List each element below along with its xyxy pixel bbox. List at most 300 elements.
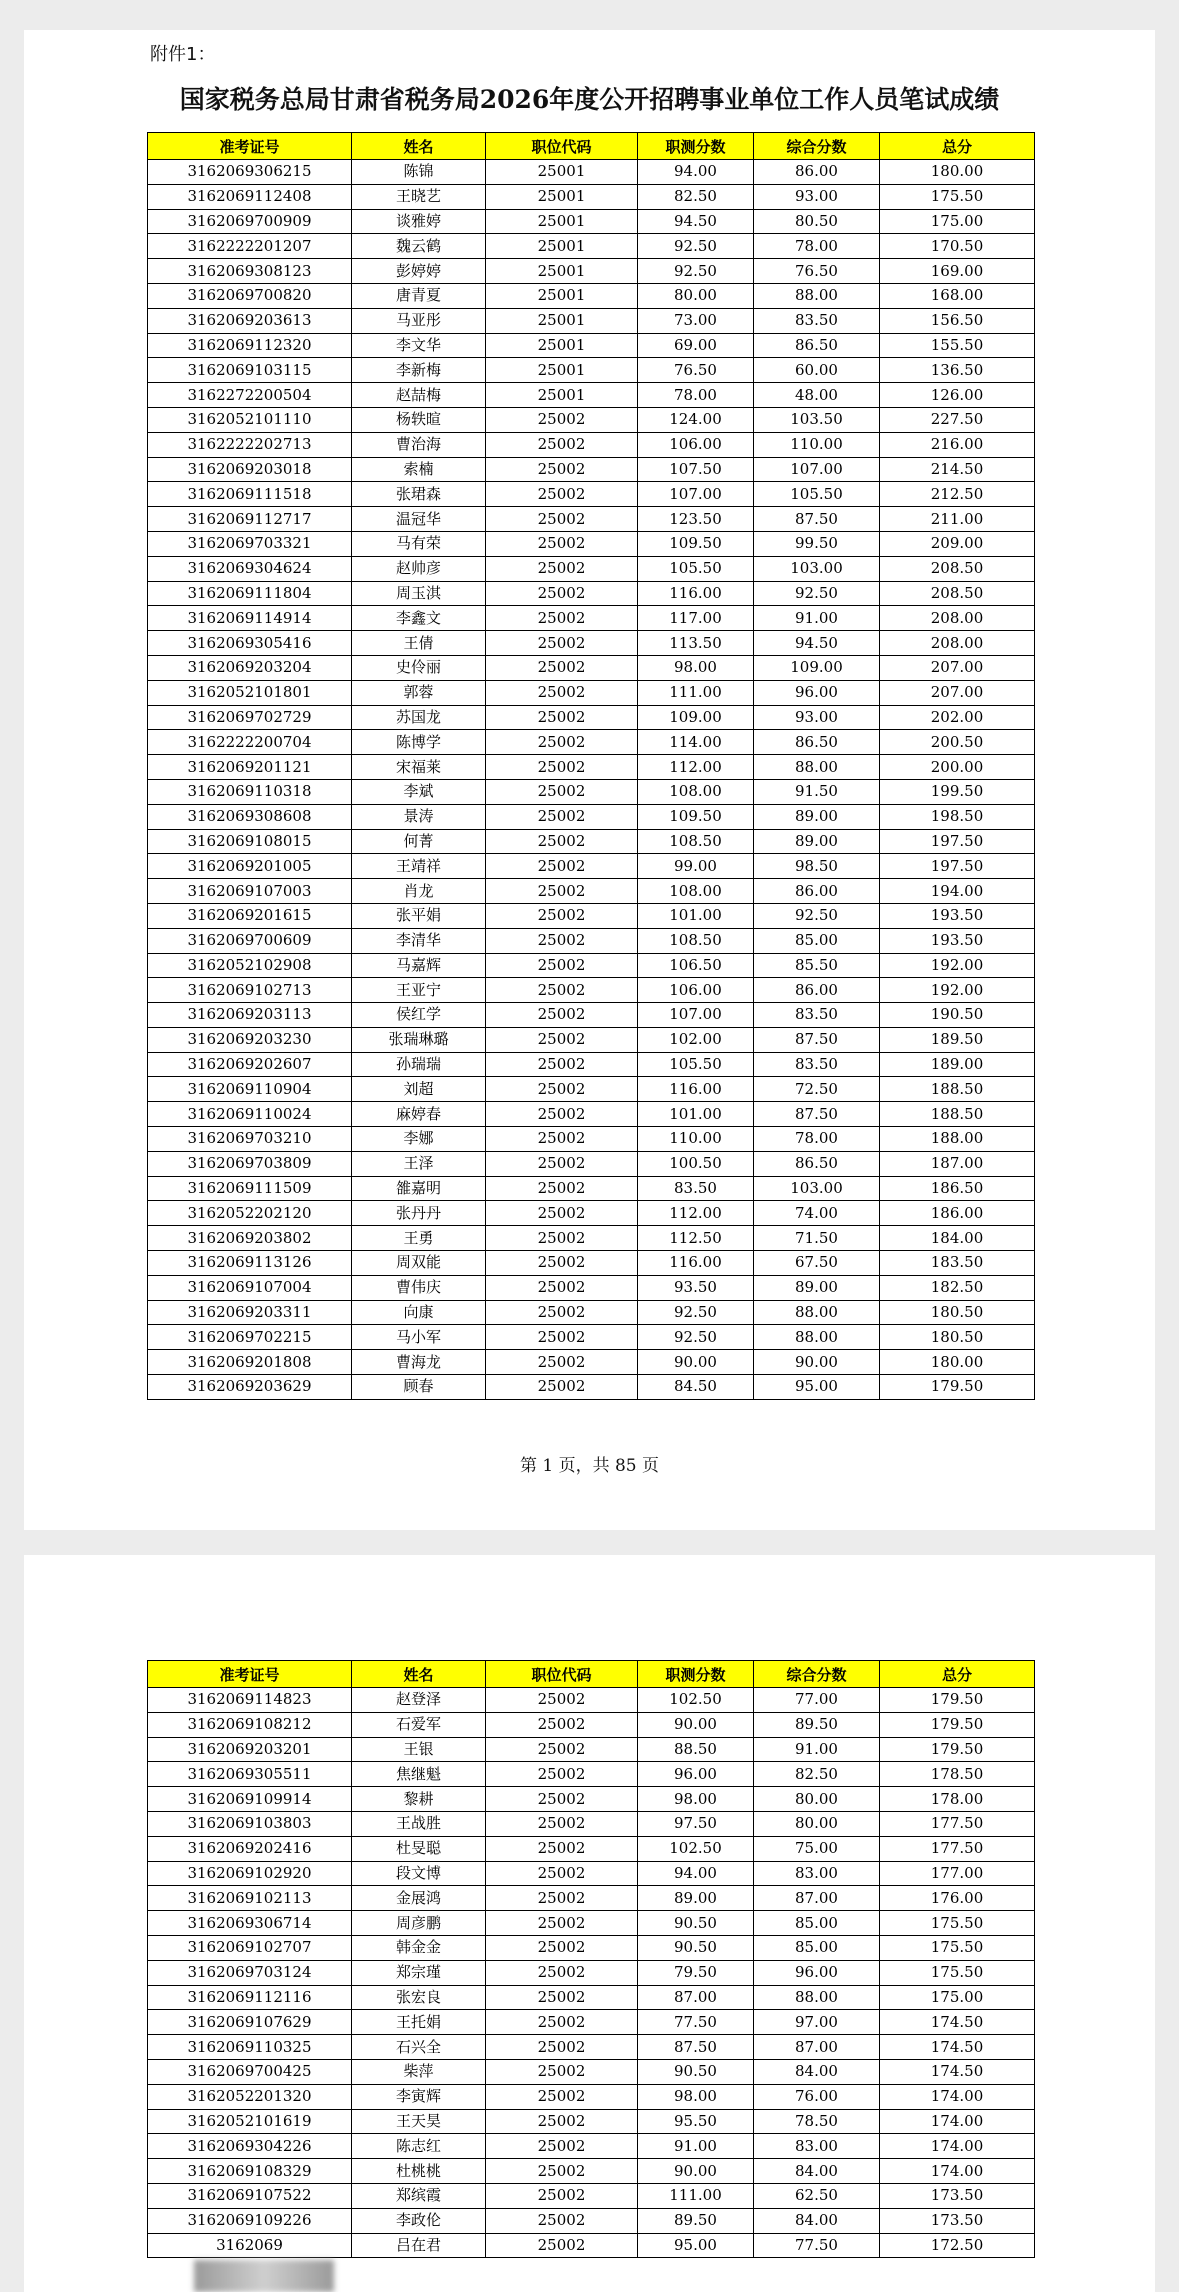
cell-total-score: 174.00 — [880, 2134, 1035, 2159]
table-row — [148, 1762, 1035, 1787]
cell-exam-id: 3162069107003 — [148, 879, 352, 904]
table-row — [148, 2233, 1035, 2258]
cell-total-score: 190.50 — [880, 1003, 1035, 1028]
cell-exam-id: 3162069111509 — [148, 1176, 352, 1201]
cell-exam-id: 3162052102908 — [148, 953, 352, 978]
cell-total-score: 179.50 — [880, 1712, 1035, 1737]
cell-position-code: 25002 — [486, 2208, 638, 2233]
document-page-1 — [24, 30, 1155, 1530]
cell-position-code: 25002 — [486, 407, 638, 432]
cell-name: 周双能 — [352, 1251, 486, 1276]
cell-exam-id: 3162069305416 — [148, 631, 352, 656]
cell-position-code: 25002 — [486, 1985, 638, 2010]
table-row — [148, 1052, 1035, 1077]
cell-position-code: 25002 — [486, 457, 638, 482]
table-row — [148, 1102, 1035, 1127]
cell-comprehensive-score: 60.00 — [754, 358, 880, 383]
cell-name: 史伶丽 — [352, 655, 486, 680]
table-row — [148, 2010, 1035, 2035]
cell-aptitude-score: 105.50 — [638, 556, 754, 581]
cell-name: 赵登泽 — [352, 1688, 486, 1713]
cell-aptitude-score: 84.50 — [638, 1375, 754, 1400]
cell-name: 索楠 — [352, 457, 486, 482]
cell-name: 谈雅婷 — [352, 209, 486, 234]
cell-comprehensive-score: 89.00 — [754, 829, 880, 854]
cell-position-code: 25002 — [486, 2159, 638, 2184]
cell-exam-id: 3162069113126 — [148, 1251, 352, 1276]
cell-total-score: 183.50 — [880, 1251, 1035, 1276]
cell-total-score: 179.50 — [880, 1737, 1035, 1762]
cell-position-code: 25002 — [486, 779, 638, 804]
cell-total-score: 175.50 — [880, 1960, 1035, 1985]
cell-position-code: 25002 — [486, 531, 638, 556]
table-row — [148, 1811, 1035, 1836]
cell-position-code: 25002 — [486, 680, 638, 705]
cell-aptitude-score: 87.50 — [638, 2035, 754, 2060]
cell-exam-id: 3162069305511 — [148, 1762, 352, 1787]
table-row — [148, 606, 1035, 631]
cell-comprehensive-score: 71.50 — [754, 1226, 880, 1251]
cell-comprehensive-score: 91.00 — [754, 1737, 880, 1762]
cell-name: 陈志红 — [352, 2134, 486, 2159]
cell-position-code: 25002 — [486, 482, 638, 507]
cell-position-code: 25002 — [486, 1003, 638, 1028]
cell-position-code: 25002 — [486, 1176, 638, 1201]
cell-exam-id: 3162069203113 — [148, 1003, 352, 1028]
table-row — [148, 2084, 1035, 2109]
cell-name: 黎耕 — [352, 1787, 486, 1812]
cell-total-score: 208.50 — [880, 581, 1035, 606]
cell-exam-id: 3162069702215 — [148, 1325, 352, 1350]
cell-total-score: 174.00 — [880, 2109, 1035, 2134]
cell-name: 麻婷春 — [352, 1102, 486, 1127]
cell-position-code: 25002 — [486, 1300, 638, 1325]
cell-comprehensive-score: 85.00 — [754, 1935, 880, 1960]
table-row — [148, 1226, 1035, 1251]
cell-comprehensive-score: 92.50 — [754, 903, 880, 928]
cell-position-code: 25002 — [486, 606, 638, 631]
cell-position-code: 25002 — [486, 1027, 638, 1052]
cell-position-code: 25001 — [486, 308, 638, 333]
cell-name: 杜旻聪 — [352, 1836, 486, 1861]
cell-comprehensive-score: 91.50 — [754, 779, 880, 804]
cell-position-code: 25002 — [486, 1201, 638, 1226]
cell-name: 郑宗瑾 — [352, 1960, 486, 1985]
cell-exam-id: 3162069703809 — [148, 1151, 352, 1176]
cell-aptitude-score: 102.00 — [638, 1027, 754, 1052]
table-row — [148, 1151, 1035, 1176]
cell-aptitude-score: 69.00 — [638, 333, 754, 358]
cell-aptitude-score: 113.50 — [638, 631, 754, 656]
cell-comprehensive-score: 74.00 — [754, 1201, 880, 1226]
cell-name: 吕在君 — [352, 2233, 486, 2258]
cell-comprehensive-score: 91.00 — [754, 606, 880, 631]
cell-name: 唐青夏 — [352, 283, 486, 308]
cell-name: 石爱军 — [352, 1712, 486, 1737]
cell-comprehensive-score: 78.00 — [754, 1127, 880, 1152]
table-row — [148, 1127, 1035, 1152]
cell-name: 石兴全 — [352, 2035, 486, 2060]
cell-exam-id: 3162069203802 — [148, 1226, 352, 1251]
cell-name: 郭蓉 — [352, 680, 486, 705]
cell-comprehensive-score: 80.00 — [754, 1811, 880, 1836]
cell-name: 李鑫文 — [352, 606, 486, 631]
cell-aptitude-score: 123.50 — [638, 507, 754, 532]
cell-comprehensive-score: 87.50 — [754, 1102, 880, 1127]
cell-name: 张丹丹 — [352, 1201, 486, 1226]
cell-name: 李寅辉 — [352, 2084, 486, 2109]
cell-exam-id: 3162052201320 — [148, 2084, 352, 2109]
cell-aptitude-score: 100.50 — [638, 1151, 754, 1176]
cell-comprehensive-score: 87.00 — [754, 2035, 880, 2060]
cell-aptitude-score: 92.50 — [638, 1300, 754, 1325]
cell-comprehensive-score: 48.00 — [754, 383, 880, 408]
cell-aptitude-score: 96.00 — [638, 1762, 754, 1787]
table-row — [148, 1712, 1035, 1737]
cell-aptitude-score: 110.00 — [638, 1127, 754, 1152]
scores-table-page-2 — [147, 1660, 1035, 2258]
cell-comprehensive-score: 86.50 — [754, 730, 880, 755]
cell-comprehensive-score: 83.00 — [754, 2134, 880, 2159]
cell-exam-id: 3162069103115 — [148, 358, 352, 383]
cell-total-score: 194.00 — [880, 879, 1035, 904]
cell-total-score: 175.50 — [880, 1935, 1035, 1960]
cell-position-code: 25002 — [486, 829, 638, 854]
cell-exam-id: 3162069201121 — [148, 755, 352, 780]
cell-total-score: 177.50 — [880, 1811, 1035, 1836]
cell-exam-id: 3162069112408 — [148, 184, 352, 209]
cell-aptitude-score: 94.00 — [638, 160, 754, 185]
cell-position-code: 25002 — [486, 879, 638, 904]
cell-total-score: 136.50 — [880, 358, 1035, 383]
cell-position-code: 25002 — [486, 2059, 638, 2084]
cell-exam-id: 3162069109914 — [148, 1787, 352, 1812]
cell-position-code: 25002 — [486, 705, 638, 730]
cell-name: 焦继魁 — [352, 1762, 486, 1787]
cell-total-score: 200.50 — [880, 730, 1035, 755]
cell-comprehensive-score: 103.00 — [754, 1176, 880, 1201]
cell-name: 王天昊 — [352, 2109, 486, 2134]
table-row — [148, 383, 1035, 408]
cell-comprehensive-score: 77.00 — [754, 1688, 880, 1713]
table-row — [148, 631, 1035, 656]
cell-aptitude-score: 89.50 — [638, 2208, 754, 2233]
cell-comprehensive-score: 78.00 — [754, 234, 880, 259]
cell-exam-id: 3162069112717 — [148, 507, 352, 532]
cell-name: 马小军 — [352, 1325, 486, 1350]
table-body — [148, 1688, 1035, 2258]
cell-exam-id: 3162069700425 — [148, 2059, 352, 2084]
table-row — [148, 1737, 1035, 1762]
header-total-score: 总分 — [880, 133, 1035, 160]
header-position-code: 职位代码 — [486, 1661, 638, 1688]
cell-comprehensive-score: 98.50 — [754, 854, 880, 879]
cell-position-code: 25002 — [486, 928, 638, 953]
cell-total-score: 180.00 — [880, 1350, 1035, 1375]
cell-aptitude-score: 102.50 — [638, 1836, 754, 1861]
cell-aptitude-score: 92.50 — [638, 234, 754, 259]
cell-comprehensive-score: 89.50 — [754, 1712, 880, 1737]
cell-exam-id: 3162069102707 — [148, 1935, 352, 1960]
cell-name: 王勇 — [352, 1226, 486, 1251]
cell-exam-id: 3162069108329 — [148, 2159, 352, 2184]
cell-exam-id: 3162069308608 — [148, 804, 352, 829]
cell-position-code: 25002 — [486, 581, 638, 606]
cell-exam-id: 3162069700909 — [148, 209, 352, 234]
table-row — [148, 804, 1035, 829]
cell-comprehensive-score: 93.00 — [754, 184, 880, 209]
cell-exam-id: 3162069110318 — [148, 779, 352, 804]
cell-exam-id: 3162069702729 — [148, 705, 352, 730]
cell-total-score: 180.50 — [880, 1300, 1035, 1325]
cell-total-score: 211.00 — [880, 507, 1035, 532]
cell-aptitude-score: 112.00 — [638, 1201, 754, 1226]
cell-exam-id: 3162069700609 — [148, 928, 352, 953]
cell-comprehensive-score: 82.50 — [754, 1762, 880, 1787]
header-aptitude-score: 职测分数 — [638, 1661, 754, 1688]
cell-comprehensive-score: 88.00 — [754, 1325, 880, 1350]
table-body — [148, 160, 1035, 1400]
cell-name: 魏云鹤 — [352, 234, 486, 259]
cell-name: 刘超 — [352, 1077, 486, 1102]
table-row — [148, 1201, 1035, 1226]
table-row — [148, 1688, 1035, 1713]
cell-exam-id: 3162069304624 — [148, 556, 352, 581]
table-row — [148, 531, 1035, 556]
cell-name: 王战胜 — [352, 1811, 486, 1836]
cell-comprehensive-score: 87.00 — [754, 1886, 880, 1911]
header-name: 姓名 — [352, 133, 486, 160]
table-row — [148, 1787, 1035, 1812]
cell-exam-id: 3162069114914 — [148, 606, 352, 631]
cell-exam-id: 3162069107004 — [148, 1275, 352, 1300]
cell-name: 王银 — [352, 1737, 486, 1762]
redaction-blur — [194, 2260, 334, 2292]
table-row — [148, 283, 1035, 308]
cell-aptitude-score: 106.50 — [638, 953, 754, 978]
cell-position-code: 25002 — [486, 1226, 638, 1251]
cell-exam-id: 3162069203613 — [148, 308, 352, 333]
cell-exam-id: 3162069306215 — [148, 160, 352, 185]
cell-position-code: 25002 — [486, 2233, 638, 2258]
cell-position-code: 25001 — [486, 184, 638, 209]
header-comprehensive-score: 综合分数 — [754, 133, 880, 160]
table-row — [148, 755, 1035, 780]
cell-name: 赵喆梅 — [352, 383, 486, 408]
cell-comprehensive-score: 76.50 — [754, 259, 880, 284]
table-row — [148, 1325, 1035, 1350]
cell-exam-id: 3162069112320 — [148, 333, 352, 358]
cell-total-score: 187.00 — [880, 1151, 1035, 1176]
cell-aptitude-score: 97.50 — [638, 1811, 754, 1836]
cell-aptitude-score: 111.00 — [638, 2183, 754, 2208]
cell-name: 韩金金 — [352, 1935, 486, 1960]
cell-total-score: 189.50 — [880, 1027, 1035, 1052]
cell-comprehensive-score: 109.00 — [754, 655, 880, 680]
cell-aptitude-score: 111.00 — [638, 680, 754, 705]
cell-comprehensive-score: 103.50 — [754, 407, 880, 432]
cell-exam-id: 3162069201615 — [148, 903, 352, 928]
cell-name: 陈博学 — [352, 730, 486, 755]
cell-comprehensive-score: 105.50 — [754, 482, 880, 507]
cell-aptitude-score: 108.50 — [638, 928, 754, 953]
cell-comprehensive-score: 89.00 — [754, 1275, 880, 1300]
cell-aptitude-score: 90.50 — [638, 1935, 754, 1960]
cell-position-code: 25002 — [486, 1911, 638, 1936]
cell-position-code: 25002 — [486, 1275, 638, 1300]
cell-comprehensive-score: 95.00 — [754, 1375, 880, 1400]
cell-position-code: 25001 — [486, 283, 638, 308]
table-row — [148, 308, 1035, 333]
cell-aptitude-score: 105.50 — [638, 1052, 754, 1077]
cell-position-code: 25002 — [486, 804, 638, 829]
cell-aptitude-score: 76.50 — [638, 358, 754, 383]
cell-aptitude-score: 89.00 — [638, 1886, 754, 1911]
cell-total-score: 175.50 — [880, 184, 1035, 209]
cell-aptitude-score: 112.00 — [638, 755, 754, 780]
cell-name: 侯红学 — [352, 1003, 486, 1028]
cell-total-score: 192.00 — [880, 953, 1035, 978]
table-row — [148, 1176, 1035, 1201]
cell-name: 向康 — [352, 1300, 486, 1325]
cell-position-code: 25002 — [486, 1836, 638, 1861]
cell-comprehensive-score: 67.50 — [754, 1251, 880, 1276]
cell-exam-id: 3162069103803 — [148, 1811, 352, 1836]
cell-position-code: 25002 — [486, 953, 638, 978]
cell-position-code: 25002 — [486, 1762, 638, 1787]
cell-aptitude-score: 93.50 — [638, 1275, 754, 1300]
header-position-code: 职位代码 — [486, 133, 638, 160]
cell-exam-id: 3162069203311 — [148, 1300, 352, 1325]
cell-total-score: 126.00 — [880, 383, 1035, 408]
cell-aptitude-score: 90.00 — [638, 1712, 754, 1737]
table-row — [148, 903, 1035, 928]
cell-exam-id: 3162069304226 — [148, 2134, 352, 2159]
table-row — [148, 2183, 1035, 2208]
cell-name: 李政伦 — [352, 2208, 486, 2233]
cell-total-score: 227.50 — [880, 407, 1035, 432]
cell-exam-id: 3162052101801 — [148, 680, 352, 705]
table-row — [148, 2035, 1035, 2060]
cell-aptitude-score: 101.00 — [638, 1102, 754, 1127]
cell-position-code: 25002 — [486, 1737, 638, 1762]
table-row — [148, 829, 1035, 854]
cell-position-code: 25001 — [486, 160, 638, 185]
cell-exam-id: 3162069108015 — [148, 829, 352, 854]
cell-exam-id: 3162069203204 — [148, 655, 352, 680]
cell-comprehensive-score: 72.50 — [754, 1077, 880, 1102]
cell-position-code: 25002 — [486, 1325, 638, 1350]
cell-comprehensive-score: 88.00 — [754, 283, 880, 308]
cell-comprehensive-score: 88.00 — [754, 1985, 880, 2010]
cell-total-score: 155.50 — [880, 333, 1035, 358]
cell-comprehensive-score: 107.00 — [754, 457, 880, 482]
cell-name: 宋福莱 — [352, 755, 486, 780]
cell-position-code: 25001 — [486, 333, 638, 358]
cell-position-code: 25002 — [486, 432, 638, 457]
cell-name: 赵帅彦 — [352, 556, 486, 581]
cell-aptitude-score: 108.50 — [638, 829, 754, 854]
cell-aptitude-score: 90.00 — [638, 1350, 754, 1375]
table-row — [148, 779, 1035, 804]
cell-total-score: 188.50 — [880, 1077, 1035, 1102]
cell-exam-id: 3162052101110 — [148, 407, 352, 432]
table-row — [148, 581, 1035, 606]
table-row — [148, 655, 1035, 680]
cell-total-score: 182.50 — [880, 1275, 1035, 1300]
cell-exam-id: 3162069109226 — [148, 2208, 352, 2233]
cell-comprehensive-score: 83.50 — [754, 1003, 880, 1028]
cell-total-score: 193.50 — [880, 903, 1035, 928]
table-row — [148, 1886, 1035, 1911]
cell-total-score: 173.50 — [880, 2183, 1035, 2208]
cell-total-score: 179.50 — [880, 1688, 1035, 1713]
cell-exam-id: 3162069102113 — [148, 1886, 352, 1911]
table-row — [148, 507, 1035, 532]
cell-name: 王泽 — [352, 1151, 486, 1176]
cell-total-score: 207.00 — [880, 655, 1035, 680]
cell-name: 马有荣 — [352, 531, 486, 556]
cell-name: 张珺森 — [352, 482, 486, 507]
cell-name: 苏国龙 — [352, 705, 486, 730]
cell-name: 曹伟庆 — [352, 1275, 486, 1300]
cell-comprehensive-score: 86.50 — [754, 1151, 880, 1176]
cell-exam-id: 3162222201207 — [148, 234, 352, 259]
cell-position-code: 25002 — [486, 556, 638, 581]
cell-exam-id: 3162069700820 — [148, 283, 352, 308]
cell-total-score: 175.00 — [880, 1985, 1035, 2010]
cell-aptitude-score: 112.50 — [638, 1226, 754, 1251]
cell-comprehensive-score: 110.00 — [754, 432, 880, 457]
cell-exam-id: 3162069703124 — [148, 1960, 352, 1985]
table-row — [148, 184, 1035, 209]
cell-name: 李清华 — [352, 928, 486, 953]
cell-comprehensive-score: 86.00 — [754, 879, 880, 904]
cell-aptitude-score: 82.50 — [638, 184, 754, 209]
cell-total-score: 208.50 — [880, 556, 1035, 581]
cell-exam-id: 3162069108212 — [148, 1712, 352, 1737]
cell-name: 雒嘉明 — [352, 1176, 486, 1201]
cell-exam-id: 3162069111804 — [148, 581, 352, 606]
cell-exam-id: 3162069112116 — [148, 1985, 352, 2010]
cell-total-score: 207.00 — [880, 680, 1035, 705]
table-row — [148, 160, 1035, 185]
cell-name: 温冠华 — [352, 507, 486, 532]
cell-position-code: 25002 — [486, 1350, 638, 1375]
cell-aptitude-score: 107.50 — [638, 457, 754, 482]
cell-aptitude-score: 90.00 — [638, 2159, 754, 2184]
cell-exam-id: 3162069203230 — [148, 1027, 352, 1052]
cell-position-code: 25001 — [486, 234, 638, 259]
cell-aptitude-score: 117.00 — [638, 606, 754, 631]
table-row — [148, 432, 1035, 457]
cell-total-score: 156.50 — [880, 308, 1035, 333]
cell-position-code: 25002 — [486, 1077, 638, 1102]
document-page-2 — [24, 1555, 1155, 2292]
table-row — [148, 854, 1035, 879]
cell-position-code: 25002 — [486, 2109, 638, 2134]
table-row — [148, 879, 1035, 904]
table-row — [148, 1275, 1035, 1300]
table-row — [148, 680, 1035, 705]
cell-exam-id: 3162069308123 — [148, 259, 352, 284]
cell-exam-id: 3162069203629 — [148, 1375, 352, 1400]
cell-aptitude-score: 116.00 — [638, 581, 754, 606]
cell-aptitude-score: 107.00 — [638, 482, 754, 507]
cell-name: 曹海龙 — [352, 1350, 486, 1375]
cell-name: 李新梅 — [352, 358, 486, 383]
cell-name: 李娜 — [352, 1127, 486, 1152]
